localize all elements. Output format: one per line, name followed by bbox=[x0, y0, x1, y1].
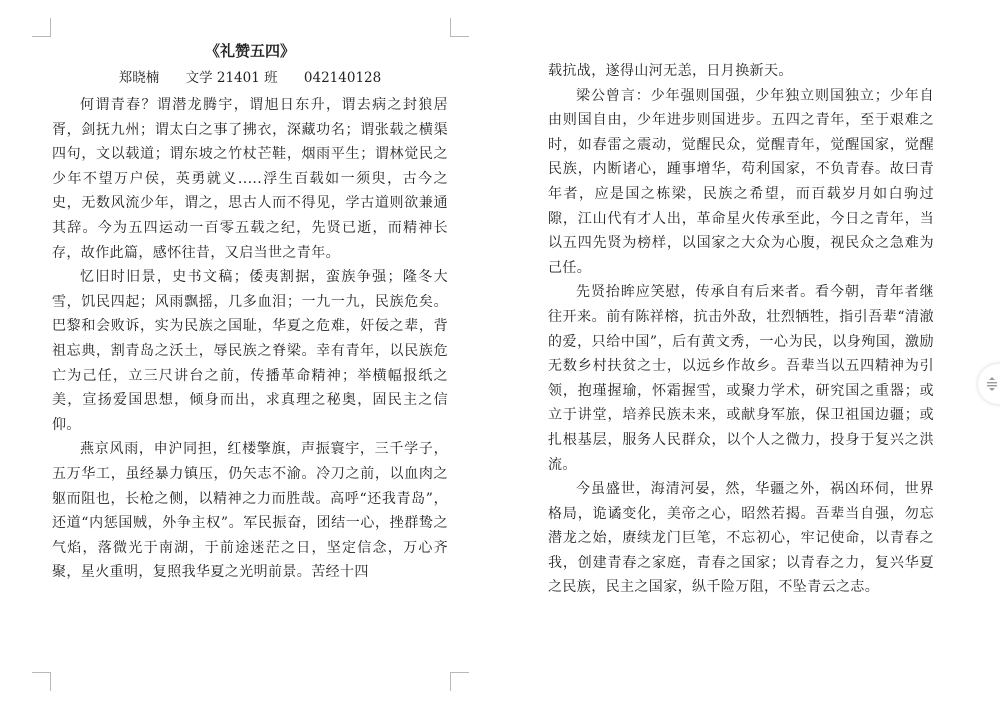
right-column-body bbox=[548, 59, 934, 600]
paragraph: 燕京风雨，申沪同担，红楼擎旗，声振寰宇，三千学子，五万华工，虽经暴力镇压，仍矢志不渝。冷刀之前，以血肉之躯而阻也，长枪之侧，以精神之力而胜哉。高呼“还我青岛”，还道“内惩国贼，外争主权”。军民振奋，团结一心，挫群鸷之气焰，落微光于南湖，于前途迷茫之日，坚定信念，万心齐聚，星火重明，复照我华夏之光明前景。苦经十四 bbox=[52, 441, 448, 581]
crop-mark-top-left bbox=[32, 18, 51, 37]
paragraph: 今虽盛世，海清河晏，然，华疆之外，祸凶环伺，世界格局，诡谲变化，美帝之心，昭然若揭。吾辈当自强，勿忘潜龙之始，赓续龙门巨笔，不忘初心，牢记使命，以青春之我，创建青春之家庭，青春之国家；以青春之力，复兴华夏之民族，民主之国家，纵千险万阻，不坠青云之志。 bbox=[548, 481, 934, 596]
author-student-id: 042140128 bbox=[303, 70, 382, 86]
document-title: 《礼赞五四》 bbox=[204, 42, 295, 60]
paragraph: 何谓青春？谓潜龙腾宇，谓旭日东升，谓去病之封狼居胥，剑抚九州；谓太白之事了拂衣，深藏功名；谓张载之横渠四句，文以载道；谓东坡之竹杖芒鞋，烟雨平生；谓林觉民之少年不望万户侯，英勇就义.....浮生百载如一须臾，古今之史，无数风流少年，谓之，思古人而不得见，学古道则欲兼通其辞。今为五四运动一百零五载之纪，先贤已逝，而精神长存，故作此篇，感怀往昔，又启当世之青年。 bbox=[52, 97, 448, 261]
crop-mark-bottom-right bbox=[450, 672, 469, 691]
side-panel-toggle[interactable] bbox=[978, 364, 1000, 404]
author-name: 郑晓楠 bbox=[118, 70, 160, 86]
author-class: 文学 21401 班 bbox=[185, 70, 278, 86]
paragraph: 梁公曾言：少年强则国强，少年独立则国独立；少年自由则国自由，少年进步则国进步。五四之青年，至于艰难之时，如春雷之震动，觉醒民众，觉醒青年，觉醒国家，觉醒民族，内断诸心，踵事增华，苟利国家，不负青春。故曰青年者，应是国之栋梁，民族之希望，而百载岁月如白驹过隙，江山代有才人出，革命星火传承至此，今日之青年，当以五四先贤为榜样，以国家之大众为心腹，视民众之急难为己任。 bbox=[548, 87, 934, 276]
crop-mark-top-right bbox=[450, 18, 469, 37]
paragraph: 先贤抬眸应笑慰，传承自有后来者。看今朝，青年者继往开来。前有陈祥榕，抗击外敌，壮烈牺牲，指引吾辈“清澈的爱，只给中国”，后有黄文秀，一心为民，以身殉国，激励无数乡村扶贫之士，以远乡作故乡。吾辈当以五四精神为引领，抱瑾握瑜，怀霜握雪，或聚力学术，研究国之重器；或立于讲堂，培养民族未来，或献身军旅，保卫祖国边疆；或扎根基层，服务人民群众，以个人之微力，投身于复兴之洪流。 bbox=[548, 284, 934, 473]
crop-mark-bottom-left bbox=[32, 672, 51, 691]
list-menu-icon bbox=[984, 376, 1000, 392]
author-line bbox=[52, 67, 448, 89]
paragraph-continuation: 载抗战，遂得山河无恙，日月换新天。 bbox=[548, 63, 793, 79]
left-column-body bbox=[52, 93, 448, 585]
paragraph: 忆旧时旧景，史书文稿；倭夷割据，蛮族争强；隆冬大雪，饥民四起；风雨飘摇，几多血泪；一九一九，民族危矣。巴黎和会败诉，实为民族之国耻，华夏之危难，奸佞之辈，背祖忘典，割青岛之沃土，辱民族之脊梁。幸有青年，以民族危亡为己任，立三尺讲台之前，传播革命精神；举横幅报纸之美，宣扬爱国思想，倾身而出，求真理之秘奥，固民主之信仰。 bbox=[52, 269, 448, 433]
